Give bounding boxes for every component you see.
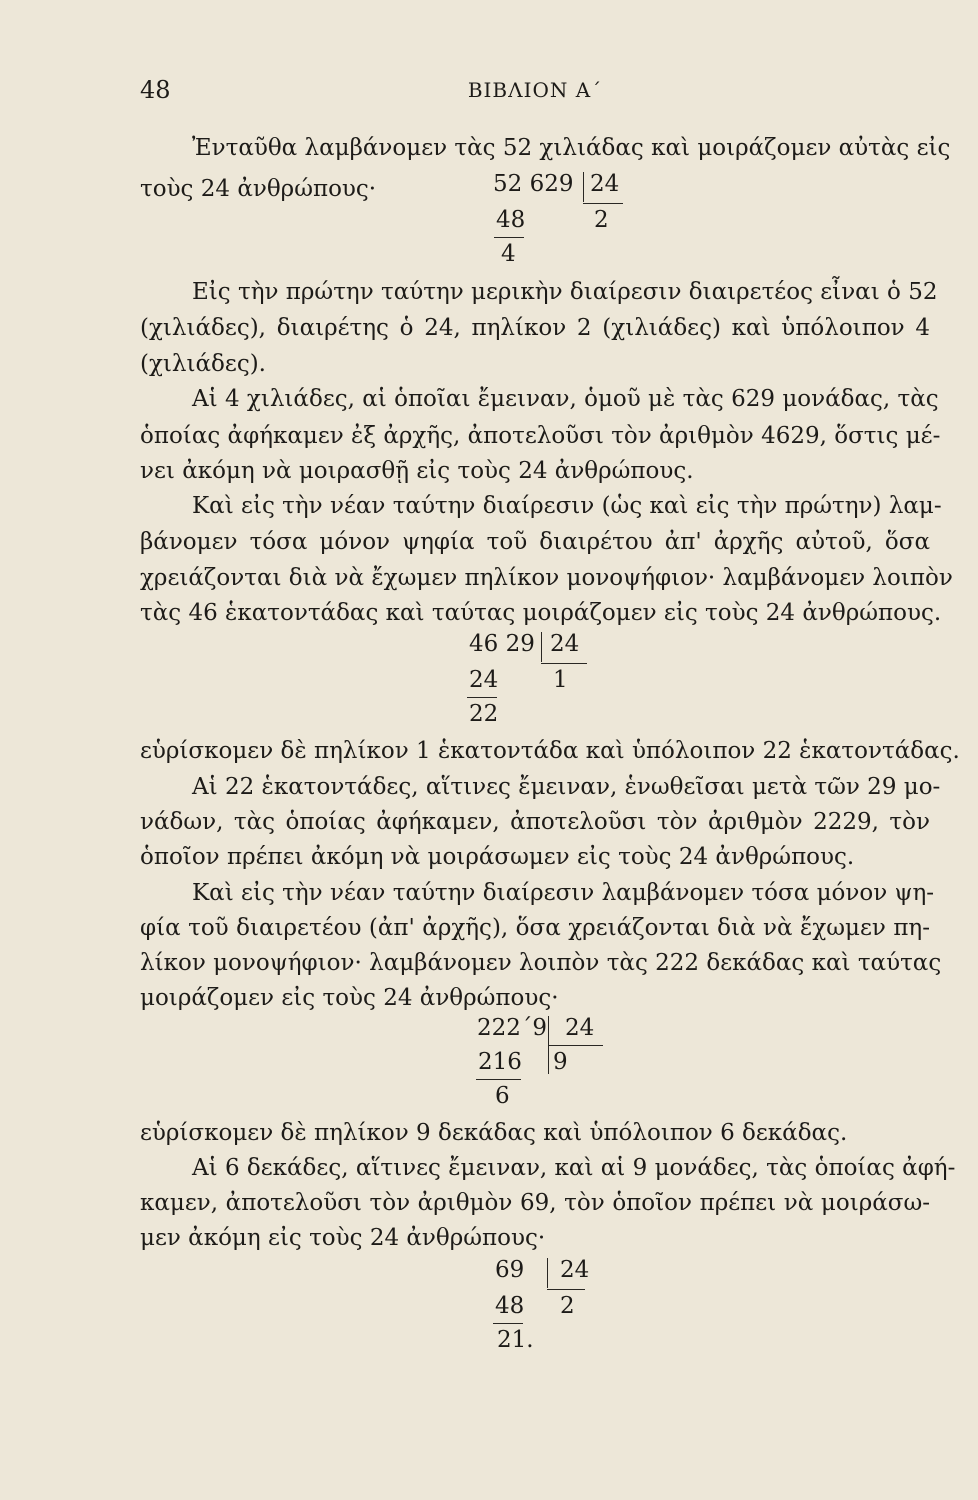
division-divisor: 24 <box>590 171 620 197</box>
division-quotient: 2 <box>560 1293 575 1319</box>
text-line: Αἱ 4 χιλιάδες, αἱ ὁποῖαι ἔμειναν, ὁμοῦ μὲ τὰς 629 μονάδας, τὰς <box>192 386 939 412</box>
text-line: Καὶ εἰς τὴν νέαν ταύτην διαίρεσιν (ὡς καὶ εἰς τὴν πρώτην) λαμ- <box>192 493 942 519</box>
division-remainder: 21. <box>497 1327 534 1353</box>
running-title: ΒΙΒΛΙΟΝ Α΄ <box>467 78 603 102</box>
division-dividend: 46 29 <box>469 631 535 657</box>
division-rule <box>583 203 623 204</box>
text-line: νάδων, τὰς ὁποίας ἀφήκαμεν, ἀποτελοῦσι τὸν ἀριθμὸν 2229, τὸν <box>140 809 930 835</box>
division-remainder: 6 <box>495 1083 510 1109</box>
text-line: (χιλιάδες), διαιρέτης ὁ 24, πηλίκον 2 (χιλιάδες) καὶ ὑπόλοιπον 4 <box>140 315 930 341</box>
division-dividend: 222΄9 <box>477 1015 548 1041</box>
division-subtrahend: 216 <box>478 1049 522 1075</box>
division-divisor: 24 <box>560 1257 590 1283</box>
division-divisor: 24 <box>550 631 580 657</box>
text-line: Αἱ 6 δεκάδες, αἵτινες ἔμειναν, καὶ αἱ 9 μονάδες, τὰς ὁποίας ἀφή- <box>192 1155 956 1181</box>
page-header <box>140 68 930 108</box>
subtraction-rule <box>476 1079 521 1080</box>
division-quotient: 9 <box>553 1049 568 1075</box>
division-bar <box>547 1258 548 1288</box>
text-line: τὰς 46 ἑκατοντάδας καὶ ταύτας μοιράζομεν εἰς τοὺς 24 ἀνθρώπους. <box>140 600 942 626</box>
text-line: μοιράζομεν εἰς τοὺς 24 ἀνθρώπους· <box>140 985 559 1011</box>
text-line: νει ἀκόμη νὰ μοιρασθῇ εἰς τοὺς 24 ἀνθρώπους. <box>140 458 694 484</box>
division-rule <box>541 663 587 664</box>
division-divisor: 24 <box>565 1015 595 1041</box>
text-line: Ἐνταῦθα λαμβάνομεν τὰς 52 χιλιάδας καὶ μοιράζομεν αὐτὰς εἰς <box>192 135 951 161</box>
text-line: Αἱ 22 ἑκατοντάδες, αἵτινες ἔμειναν, ἑνωθεῖσαι μετὰ τῶν 29 μο- <box>192 774 941 800</box>
division-remainder: 4 <box>501 241 516 267</box>
text-line: βάνομεν τόσα μόνον ψηφία τοῦ διαιρέτου ἀπ' ἀρχῆς αὐτοῦ, ὅσα <box>140 529 930 555</box>
text-line: εὑρίσκομεν δὲ πηλίκον 9 δεκάδας καὶ ὑπόλοιπον 6 δεκάδας. <box>140 1120 848 1146</box>
division-subtrahend: 48 <box>495 1293 525 1319</box>
division-bar <box>583 172 584 202</box>
division-rule <box>547 1289 585 1290</box>
text-line: ὁποίας ἀφήκαμεν ἐξ ἀρχῆς, ἀποτελοῦσι τὸν ἀριθμὸν 4629, ὅστις μέ- <box>140 423 941 449</box>
text-line: καμεν, ἀποτελοῦσι τὸν ἀριθμὸν 69, τὸν ὁποῖον πρέπει νὰ μοιράσω- <box>140 1190 930 1216</box>
division-bar <box>541 632 542 662</box>
text-line: χρειάζονται διὰ νὰ ἔχωμεν πηλίκον μονοψήφιον· λαμβάνομεν λοιπὸν <box>140 565 953 591</box>
division-dividend: 52 629 <box>493 171 574 197</box>
subtraction-rule <box>493 1323 523 1324</box>
text-line: ὁποῖον πρέπει ἀκόμη νὰ μοιράσωμεν εἰς τοὺς 24 ἀνθρώπους. <box>140 844 855 870</box>
page-number: 48 <box>140 76 171 104</box>
text-line: Εἰς τὴν πρώτην ταύτην μερικὴν διαίρεσιν διαιρετέος εἶναι ὁ 52 <box>192 279 938 305</box>
division-quotient: 2 <box>594 207 609 233</box>
text-line: μεν ἀκόμη εἰς τοὺς 24 ἀνθρώπους· <box>140 1225 546 1251</box>
division-quotient: 1 <box>553 667 568 693</box>
subtraction-rule <box>467 697 497 698</box>
text-line: φία τοῦ διαιρετέου (ἀπ' ἀρχῆς), ὅσα χρειάζονται διὰ νὰ ἔχωμεν πη- <box>140 915 930 941</box>
division-subtrahend: 24 <box>469 667 499 693</box>
subtraction-rule <box>494 237 524 238</box>
division-dividend: 69 <box>495 1257 525 1283</box>
text-line: (χιλιάδες). <box>140 351 266 377</box>
text-line: Καὶ εἰς τὴν νέαν ταύτην διαίρεσιν λαμβάνομεν τόσα μόνον ψη- <box>192 880 935 906</box>
text-line: εὑρίσκομεν δὲ πηλίκον 1 ἑκατοντάδα καὶ ὑπόλοιπον 22 ἑκατοντάδας. <box>140 738 960 764</box>
division-remainder: 22 <box>469 701 499 727</box>
division-subtrahend: 48 <box>496 207 526 233</box>
division-rule <box>548 1045 603 1046</box>
text-line: τοὺς 24 ἀνθρώπους· <box>140 176 377 202</box>
text-line: λίκον μονοψήφιον· λαμβάνομεν λοιπὸν τὰς 222 δεκάδας καὶ ταύτας <box>140 950 942 976</box>
